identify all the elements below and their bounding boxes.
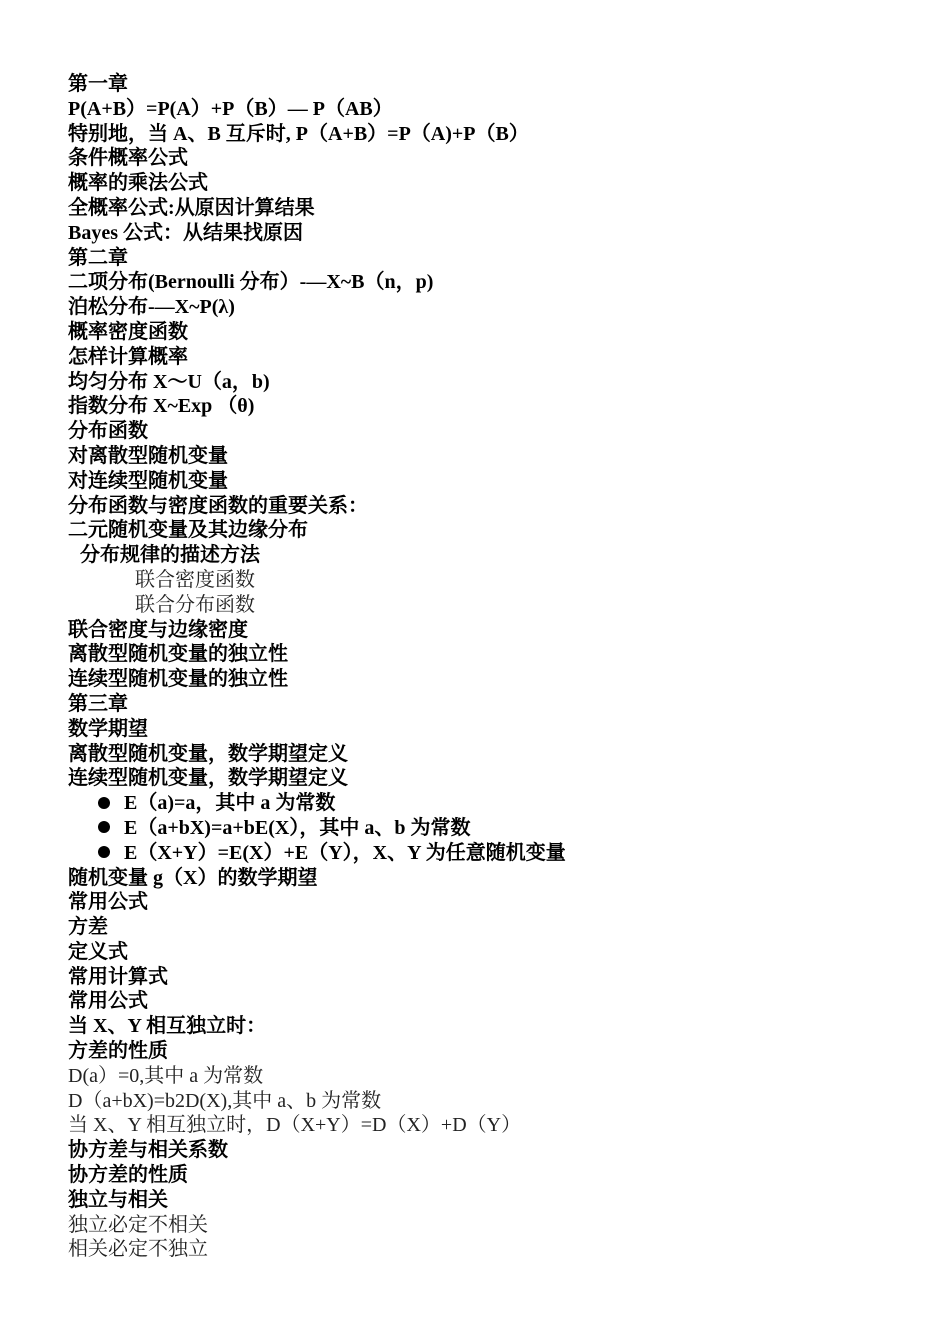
line-text: 分布函数与密度函数的重要关系： (68, 494, 368, 517)
bullet-item (68, 816, 928, 841)
text-line (68, 196, 928, 221)
text-line (68, 1039, 928, 1064)
bullet-dot-icon (98, 846, 110, 858)
text-line (68, 667, 928, 692)
text-line (68, 692, 928, 717)
line-text: 均匀分布 X～U（a，b) (68, 370, 270, 393)
text-line (68, 989, 928, 1014)
text-line (68, 593, 928, 618)
text-line (68, 568, 928, 593)
line-text: E（X+Y）=E(X）+E（Y），X、Y 为任意随机变量 (124, 841, 566, 864)
line-text: 连续型随机变量，数学期望定义 (68, 767, 348, 790)
text-line (68, 295, 928, 320)
text-line (68, 246, 928, 271)
text-line (68, 97, 928, 122)
text-line (68, 642, 928, 667)
text-line (68, 171, 928, 196)
text-line (68, 1163, 928, 1188)
bullet-item (68, 841, 928, 866)
text-line (68, 320, 928, 345)
line-text: 独立必定不相关 (68, 1213, 208, 1236)
text-line (68, 890, 928, 915)
line-text: 定义式 (68, 940, 128, 963)
line-text: 当 X、Y 相互独立时： (68, 1015, 267, 1038)
line-text: 协方差与相关系数 (68, 1139, 228, 1162)
line-text: P(A+B）=P(A）+P（B）— P（AB） (68, 97, 393, 120)
line-text: E（a)=a，其中 a 为常数 (124, 792, 336, 815)
line-text: 对离散型随机变量 (68, 444, 228, 467)
line-text: 方差 (68, 916, 108, 939)
line-text: 分布函数 (68, 420, 148, 443)
text-line (68, 1213, 928, 1238)
line-text: D(a）=0,其中 a 为常数 (68, 1064, 264, 1087)
text-line (68, 915, 928, 940)
text-line (68, 345, 928, 370)
line-text: 二项分布(Bernoulli 分布）-—X~B（n，p) (68, 271, 434, 294)
text-line (68, 72, 928, 97)
bullet-dot-icon (98, 821, 110, 833)
bullet-item (68, 791, 928, 816)
line-text: 怎样计算概率 (68, 345, 188, 368)
line-text: 离散型随机变量，数学期望定义 (68, 742, 348, 765)
line-text: 联合分布函数 (135, 593, 255, 616)
line-text: 对连续型随机变量 (68, 469, 228, 492)
text-line (68, 221, 928, 246)
text-line (68, 1064, 928, 1089)
text-line (68, 419, 928, 444)
text-line (68, 1113, 928, 1138)
text-line (68, 1237, 928, 1262)
text-line (68, 1089, 928, 1114)
text-line (68, 618, 928, 643)
text-line (68, 965, 928, 990)
line-text: 第三章 (68, 692, 128, 715)
line-text: 分布规律的描述方法 (80, 544, 260, 567)
line-text: Bayes 公式：从结果找原因 (68, 221, 303, 244)
text-line (68, 742, 928, 767)
text-line (68, 1188, 928, 1213)
line-text: 第二章 (68, 246, 128, 269)
text-line (68, 469, 928, 494)
line-text: 数学期望 (68, 717, 148, 740)
line-text: 第一章 (68, 73, 128, 95)
line-text: 联合密度函数 (135, 568, 255, 591)
text-line (68, 866, 928, 891)
line-text: 概率的乘法公式 (68, 172, 208, 195)
text-line (68, 444, 928, 469)
line-text: 联合密度与边缘密度 (68, 618, 248, 641)
line-text: 连续型随机变量的独立性 (68, 668, 288, 691)
line-text: 特别地，当 A、B 互斥时, P（A+B）=P（A)+P（B） (68, 122, 529, 145)
line-text: 方差的性质 (68, 1040, 168, 1063)
text-line (68, 518, 928, 543)
line-text: 相关必定不独立 (68, 1238, 208, 1261)
line-text: E（a+bX)=a+bE(X），其中 a、b 为常数 (124, 816, 471, 839)
document-page (68, 72, 928, 1262)
text-line (68, 940, 928, 965)
line-text: 随机变量 g（X）的数学期望 (68, 866, 318, 889)
line-text: 泊松分布-—X~P(λ) (68, 296, 235, 319)
line-text: 概率密度函数 (68, 320, 188, 343)
line-text: 常用公式 (68, 891, 148, 914)
text-line (68, 766, 928, 791)
line-text: 常用计算式 (68, 965, 168, 988)
line-text: 独立与相关 (68, 1188, 168, 1211)
line-text: 常用公式 (68, 990, 148, 1013)
line-text: 当 X、Y 相互独立时，D（X+Y）=D（X）+D（Y） (68, 1114, 522, 1137)
line-text: 二元随机变量及其边缘分布 (68, 519, 308, 542)
line-text: 条件概率公式 (68, 147, 188, 170)
text-line (68, 122, 928, 147)
text-line (68, 146, 928, 171)
line-text: 全概率公式:从原因计算结果 (68, 196, 315, 219)
bullet-dot-icon (98, 797, 110, 809)
line-text: 离散型随机变量的独立性 (68, 643, 288, 666)
text-line (68, 494, 928, 519)
text-line (68, 1014, 928, 1039)
line-text: 协方差的性质 (68, 1164, 188, 1187)
text-line (68, 543, 928, 568)
text-line (68, 394, 928, 419)
line-text: 指数分布 X~Exp （θ) (68, 395, 255, 418)
text-line (68, 717, 928, 742)
text-line (68, 270, 928, 295)
line-text: D（a+bX)=b2D(X),其中 a、b 为常数 (68, 1089, 382, 1112)
text-line (68, 370, 928, 395)
text-line (68, 1138, 928, 1163)
